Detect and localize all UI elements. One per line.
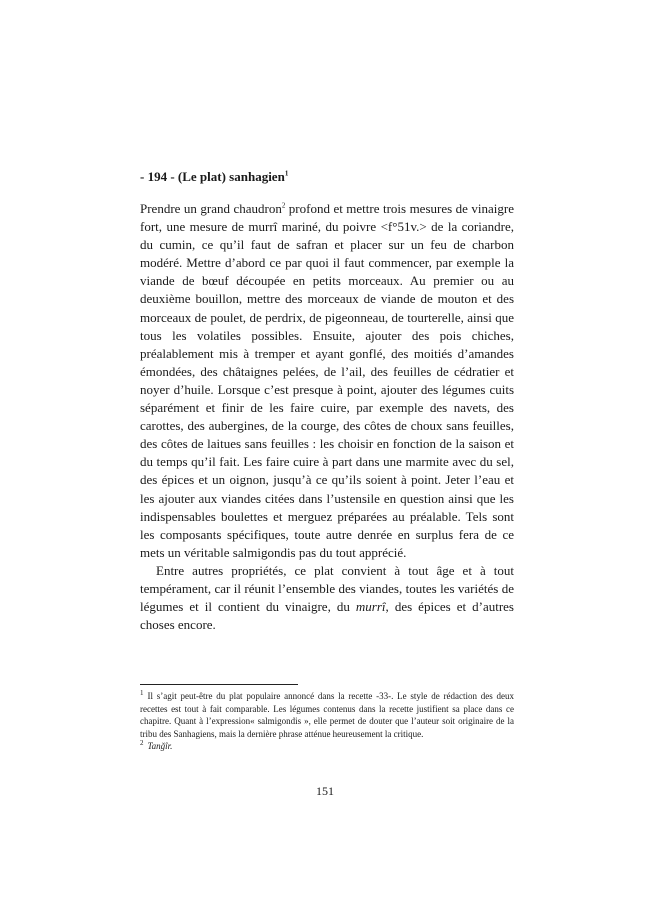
footnote-ref-2[interactable]: 2 [281,201,286,210]
footnote-1-text: Il s’agit peut-être du plat populaire annoncé dans la recette -33-. Le style de rédaction des deux recettes est tout à fait comparable. Les légumes contenus dans la recette justifient sa place dans ce chapitre. Quant à l’expression« salmigondis », elle permet de douter que l’auteur soit originaire de la tribu des Sanhagiens, mais la dernière phrase atténue heureusement la critique. [140,691,514,739]
paragraph-2-end: , des épices et d’autres choses encore. [140,599,514,633]
footnote-2-number: 2 [140,739,144,747]
paragraph-2-start: Entre autres propriétés, ce plat convient à tout âge et à tout tempérament, car il réunit l’ensemble des viandes, toutes les variétés de légumes et il contient du vinaigre, du [140,562,514,615]
footnote-1 [140,690,514,740]
recipe-paragraph-1 [140,200,514,562]
paragraph-1-rest: profond et mettre trois mesures de vinaigre fort, une mesure de murrî mariné, du poivre <f°51v.> de la coriandre, du cumin, ce qu’il faut de safran et placer sur un feu de charbon modéré. Mettre d’abord ce par quoi il faut commencer, par exemple la viande de bœuf découpée en petits morceaux. Au premier ou au deuxième bouillon, mettre des morceaux de viande de mouton et des morceaux de poulet, de perdrix, de pigeonneau, de tourterelle, ainsi que tous les volatiles possibles. Ensuite, ajouter des pois chiches, préalablement mis à tremper et ayant gonflé, des moitiés d’amandes émondées, des châtaignes pelées, de l’ail, des feuilles de cédratier et noyer d’huile. Lorsque c’est presque à point, ajouter des légumes cuits séparément et finir de les faire cuire, par exemple des navets, des carottes, des aubergines, de la courge, des côtes de choux sans feuilles, des côtes de laitues sans feuilles : les choisir en fonction de la saison et du temps qu’il fait. Les faire cuire à part dans une marmite avec du sel, des épices et un oignon, jusqu’à ce qu’ils soient à point. Jeter l’eau et les ajouter aux viandes citées dans l’ustensile en question ainsi que les indispensables boulettes et merguez préparées au préalable. Tels sont les composants spécifiques, toute autre denrée en surplus fera de ce mets un véritable salmigondis pas du tout apprécié. [140,201,514,560]
recipe-title [140,169,288,185]
page-number: 151 [316,784,334,798]
recipe-paragraph-2 [140,562,514,634]
footnote-1-number: 1 [140,689,144,697]
italic-term: murrî [355,599,386,615]
footnote-separator [140,684,298,685]
footnotes [140,690,514,753]
recipe-body [140,200,514,634]
recipe-title-text: - 194 - (Le plat) sanhagien [140,169,285,184]
paragraph-1-start: Prendre un grand chaudron [140,201,282,216]
footnote-2-text: Tanğîr. [147,741,173,751]
footnote-ref-1[interactable]: 1 [284,169,289,178]
footnote-2 [140,740,514,753]
